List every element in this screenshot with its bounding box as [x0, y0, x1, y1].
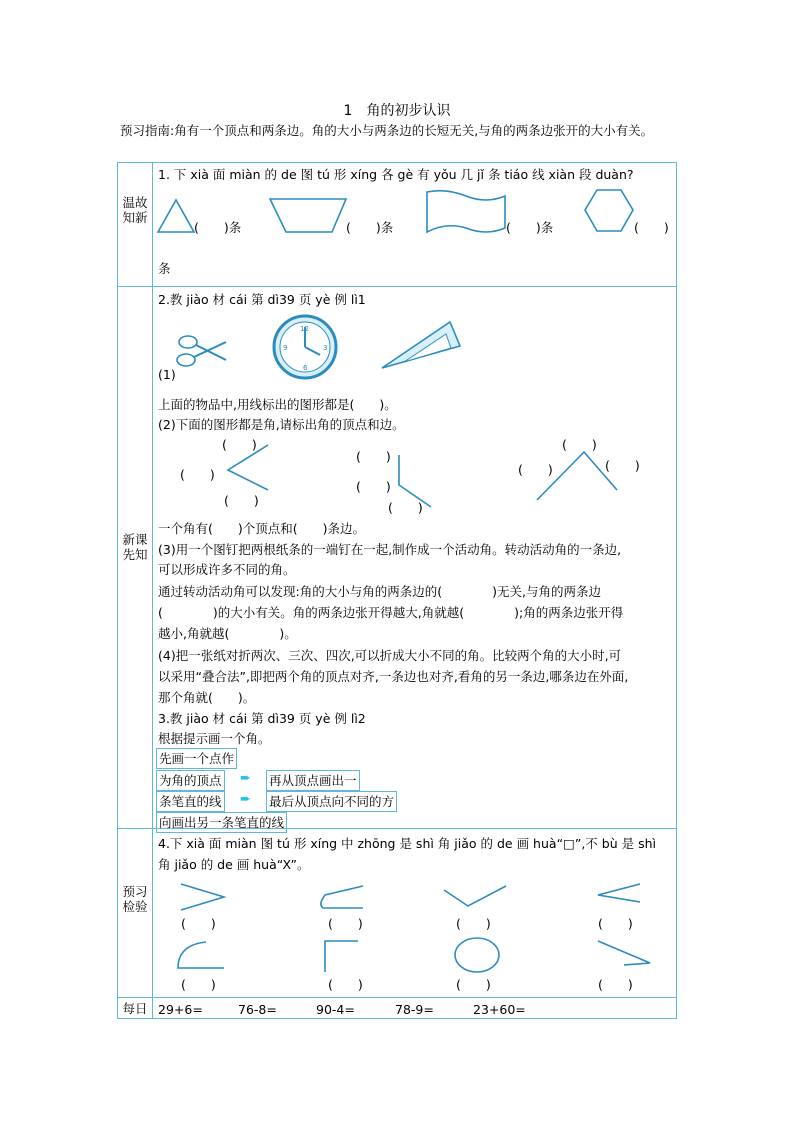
svg-text:9: 9: [283, 344, 288, 352]
right-angle-shape: [325, 941, 358, 972]
paren-blank[interactable]: ( ): [181, 977, 216, 992]
step-box-1a: 先画一个点作: [156, 748, 237, 769]
paren-blank[interactable]: ( ): [224, 493, 259, 508]
paren-blank[interactable]: ( ): [598, 916, 633, 931]
q2-p3a: (3)用一个图钉把两根纸条的一端钉在一起,制作成一个活动角。转动活动角的一条边,: [158, 542, 622, 557]
step-box-1b: 为角的顶点: [156, 770, 225, 791]
q4-line1: 4.下 xià 面 miàn 图 tú 形 xíng 中 zhōng 是 shì 角 jiǎo 的 de 画 huà“□”,不 bù 是 shì: [158, 836, 656, 851]
daily-problem: 23+60=: [473, 1002, 526, 1017]
q2-p3b: 可以形成许多不同的角。: [158, 562, 296, 577]
q2-p1-text: 上面的物品中,用线标出的图形都是( )。: [158, 397, 397, 412]
q1-blank2[interactable]: ( )条: [346, 220, 394, 235]
paren-blank[interactable]: ( ): [388, 500, 423, 515]
daily-problem: 78-9=: [395, 1002, 434, 1017]
angle-shape: [598, 884, 640, 902]
section-new-label: 新课先知: [122, 532, 148, 562]
q2-p3d: ( )的大小有关。角的两条边张开得越大,角就越( );角的两条边张开得: [158, 605, 624, 620]
angle-shape: [444, 886, 506, 906]
q2-p2-text: (2)下面的图形都是角,请标出角的顶点和边。: [158, 417, 405, 432]
arrow-icon: ➨: [240, 792, 251, 807]
paren-blank[interactable]: ( ): [180, 467, 215, 482]
paren-blank[interactable]: ( ): [222, 437, 257, 452]
q1-blank3[interactable]: ( )条: [506, 220, 554, 235]
daily-problem: 29+6=: [158, 1002, 203, 1017]
daily-problem: 76-8=: [238, 1002, 277, 1017]
paren-blank[interactable]: ( ): [181, 916, 216, 931]
q1-blank4[interactable]: ( ): [634, 220, 669, 235]
paren-blank[interactable]: ( ): [456, 977, 491, 992]
svg-text:3: 3: [323, 344, 328, 352]
angle-shape: [598, 941, 650, 965]
step-box-2a: 再从顶点画出一: [266, 770, 360, 791]
q2-p4c: 那个角就( )。: [158, 690, 256, 705]
paren-blank[interactable]: ( ): [356, 449, 391, 464]
q2-p4b: 以采用“叠合法”,即把两个角的顶点对齐,一条边也对齐,看角的另一条边,哪条边在外面,: [158, 669, 629, 684]
step-box-3a: 最后从顶点向不同的方: [266, 791, 397, 812]
q2-p1-label: (1): [158, 367, 176, 382]
q2-p4a: (4)把一张纸对折两次、三次、四次,可以折成大小不同的角。比较两个角的大小时,可: [158, 648, 622, 663]
paren-blank[interactable]: ( ): [456, 916, 491, 931]
q2-p3c: 通过转动活动角可以发现:角的大小与角的两条边的( )无关,与角的两条边: [158, 584, 601, 599]
paren-blank[interactable]: ( ): [518, 462, 553, 477]
arrow-icon: ➨: [240, 771, 251, 786]
paren-blank[interactable]: ( ): [562, 437, 597, 452]
intro-text: 预习指南:角有一个顶点和两条边。角的大小与两条边的长短无关,与角的两条边张开的大小有关。: [120, 123, 654, 138]
arc-shape: [178, 942, 224, 968]
step-box-2b: 条笔直的线: [156, 791, 225, 812]
svg-text:6: 6: [303, 364, 308, 372]
q2-text: 2.教 jiào 材 cái 第 dì39 页 yè 例 lì1: [158, 292, 366, 307]
paren-blank[interactable]: ( ): [328, 916, 363, 931]
q1-tail: 条: [158, 261, 171, 276]
q4-line2: 角 jiǎo 的 de 画 huà“X”。: [158, 857, 310, 872]
paren-blank[interactable]: ( ): [356, 479, 391, 494]
curved-corner-shape: [321, 886, 363, 908]
q1-blank1[interactable]: ( )条: [194, 220, 242, 235]
section-review-label: 温故知新: [122, 195, 148, 225]
q1-text: 1. 下 xià 面 miàn 的 de 图 tú 形 xíng 各 gè 有 yǒu 几 jǐ 条 tiáo 线 xiàn 段 duàn?: [158, 167, 634, 182]
q2-summary: 一个角有( )个顶点和( )条边。: [158, 521, 366, 536]
page-title: 1 角的初步认识: [343, 103, 451, 119]
paren-blank[interactable]: ( ): [605, 458, 640, 473]
ellipse-shape: [455, 938, 499, 972]
q3-sub: 根据提示画一个角。: [158, 731, 271, 746]
section-check-label: 预习检验: [122, 884, 148, 914]
paren-blank[interactable]: ( ): [598, 977, 633, 992]
step-box-3b: 向画出另一条笔直的线: [156, 812, 287, 833]
paren-blank[interactable]: ( ): [328, 977, 363, 992]
angle-shape: [181, 884, 224, 910]
section-daily-label: 每日: [122, 1001, 148, 1016]
daily-problem: 90-4=: [316, 1002, 355, 1017]
svg-text:12: 12: [300, 325, 309, 333]
q2-p3e: 越小,角就越( )。: [158, 626, 297, 641]
q3-text: 3.教 jiào 材 cái 第 dì39 页 yè 例 lì2: [158, 711, 366, 726]
